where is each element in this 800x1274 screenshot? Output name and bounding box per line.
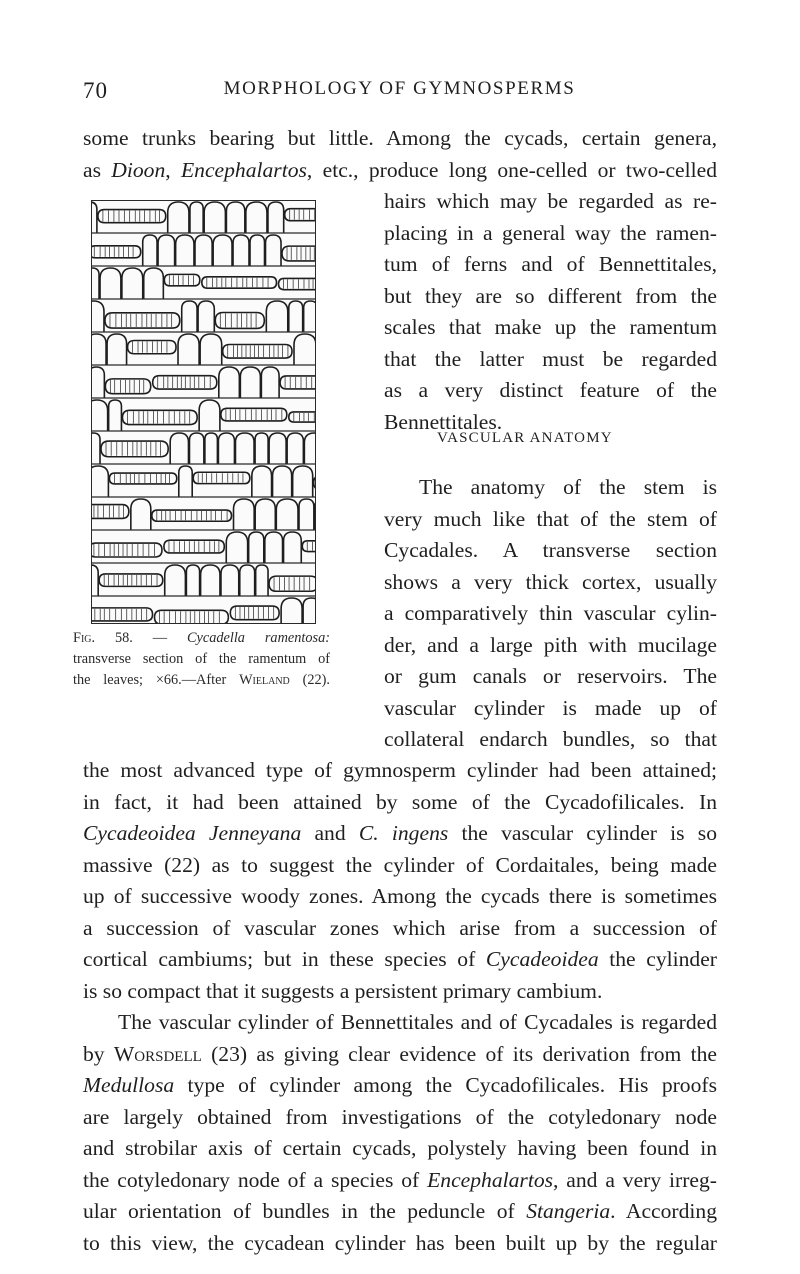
hair-cell <box>109 400 122 431</box>
text-line: in fact, it had been attained by some of the Cycadofilicales. In <box>83 789 717 814</box>
hair-cell <box>303 598 315 623</box>
caption-line: the leaves; ×66.—After Wieland (22). <box>73 672 331 688</box>
hair-cell <box>122 268 143 299</box>
hair-cell <box>109 473 176 484</box>
ramentum-cell-drawing <box>92 201 315 623</box>
genus-name: Dioon <box>111 157 166 182</box>
text-line: The vascular cylinder of Bennettitales and of Cycadales is regarded <box>118 1010 717 1034</box>
hair-cell <box>199 400 220 431</box>
text-line: hairs which may be regarded as re- <box>384 189 717 213</box>
hair-cell <box>92 433 100 464</box>
page-header <box>83 78 716 110</box>
hair-cell <box>250 235 265 266</box>
hair-cell <box>302 541 315 552</box>
hair-cell <box>178 334 199 365</box>
text-line: Medullosa type of cylinder among the Cycadofilicales. His proofs <box>83 1073 717 1097</box>
hair-cell <box>143 235 157 266</box>
hair-cell <box>189 433 203 464</box>
hair-cell <box>289 301 303 332</box>
hair-cell <box>92 400 108 431</box>
hair-cell <box>234 499 255 530</box>
text-line: the most advanced type of gymnosperm cylinder had been attained; <box>83 758 717 782</box>
text-line: scales that make up the ramentum <box>384 315 717 339</box>
text-line: cortical cambiums; but in these species of Cycadeoidea the cylinder <box>83 947 717 971</box>
hair-cell <box>256 565 268 596</box>
hair-cell <box>221 408 287 421</box>
main-text <box>83 755 717 1259</box>
hair-cell <box>190 202 203 233</box>
text-line: some trunks bearing but little. Among the cycads, certain genera, <box>83 126 717 150</box>
hair-cell <box>246 202 267 233</box>
hair-cell <box>255 433 268 464</box>
hair-cell <box>198 301 214 332</box>
right-column-para-1 <box>384 186 717 438</box>
text-line: tum of ferns and of Bennettitales, <box>384 252 717 276</box>
hair-cell <box>170 433 188 464</box>
hair-cell <box>92 608 153 621</box>
intro-text <box>83 123 717 186</box>
hair-cell <box>186 565 199 596</box>
hair-cell <box>314 475 315 489</box>
hair-cell <box>92 466 108 497</box>
hair-cell <box>289 412 315 422</box>
hair-cell <box>202 277 277 288</box>
hair-cell <box>205 433 218 464</box>
hair-cell <box>269 576 315 591</box>
text-line: very much like that of the stem of <box>384 506 717 531</box>
hair-cell <box>218 433 234 464</box>
text-line: der, and a large pith with mucilage <box>384 632 717 657</box>
caption-line: Fig. 58. — Cycadella ramentosa: <box>73 630 330 646</box>
hair-cell <box>92 565 98 596</box>
hair-cell <box>287 433 303 464</box>
hair-cell <box>195 235 212 266</box>
text-line: but they are so different from the <box>384 283 717 308</box>
hair-cell <box>235 433 254 464</box>
hair-cell <box>201 565 220 596</box>
hair-cell <box>284 532 302 563</box>
hair-cell <box>304 301 315 332</box>
hair-cell <box>230 606 279 620</box>
hair-cell <box>92 334 106 365</box>
text-line: a succession of vascular zones which arise from a succession of <box>83 915 717 940</box>
text-line: by Worsdell (23) as giving clear evidence of its derivation from the <box>83 1041 717 1066</box>
text-line: is so compact that it suggests a persistent primary cambium. <box>83 978 603 1003</box>
hair-cell <box>304 433 315 464</box>
hair-cell <box>200 334 222 365</box>
text-line: up of successive woody zones. Among the cycads there is sometimes <box>83 884 717 908</box>
text-line: that the latter must be regarded <box>384 346 717 371</box>
text-line: or gum canals or reservoirs. The <box>384 664 717 688</box>
text-line: shows a very thick cortex, usually <box>384 569 717 594</box>
page-number: 70 <box>83 78 108 103</box>
running-title: MORPHOLOGY OF GYMNOSPERMS <box>223 78 576 99</box>
hair-cell <box>281 598 302 623</box>
hair-cell <box>240 565 255 596</box>
hair-cell <box>179 466 192 497</box>
hair-cell <box>221 565 239 596</box>
hair-cell <box>168 202 189 233</box>
hair-cell <box>223 344 292 358</box>
hair-cell <box>294 334 315 365</box>
hair-cell <box>193 472 250 483</box>
figure-58-illustration <box>91 200 316 624</box>
hair-cell <box>213 235 232 266</box>
hair-cell <box>261 367 279 398</box>
hair-cell <box>269 433 286 464</box>
hair-cell <box>204 202 225 233</box>
section-heading: VASCULAR ANATOMY <box>437 430 613 446</box>
hair-cell <box>158 235 175 266</box>
text-line: vascular cylinder is made up of <box>384 695 717 720</box>
hair-cell <box>266 235 282 266</box>
text-line: the cotyledonary node of a species of Encephalartos, and a very irreg- <box>83 1167 717 1192</box>
text-line: Cycadeoidea Jenneyana and C. ingens the vascular cylinder is so <box>83 821 717 845</box>
hair-cell <box>144 268 164 299</box>
hair-cell <box>273 466 292 497</box>
hair-cell <box>249 532 264 563</box>
text-line: placing in a general way the ramen- <box>384 220 717 245</box>
hair-cell <box>266 301 287 332</box>
right-column-para-2 <box>384 472 717 756</box>
hair-cell <box>255 499 275 530</box>
text-line: ular orientation of bundles in the peduncle of Stangeria. According <box>83 1199 717 1223</box>
hair-cell <box>215 312 264 328</box>
text-line: as a very distinct feature of the <box>384 378 717 402</box>
hair-cell <box>128 340 176 353</box>
hair-cell <box>100 268 121 299</box>
text-line: Cycadales. A transverse section <box>384 538 717 562</box>
hair-cell <box>176 235 194 266</box>
text-line: a comparatively thin vascular cylin- <box>384 601 717 625</box>
hair-cell <box>155 610 229 623</box>
text-line: as Dioon, Encephalartos, etc., produce long one-celled or two-celled <box>83 157 718 182</box>
hair-cell <box>226 532 247 563</box>
text-line: and strobilar axis of certain cycads, polystely having been found in <box>83 1136 717 1160</box>
figure-caption <box>73 628 330 691</box>
text-line: are largely obtained from investigations of the cotyledonary node <box>83 1104 717 1129</box>
hair-cell <box>165 565 186 596</box>
hair-cell <box>240 367 260 398</box>
hair-cell <box>293 466 313 497</box>
hair-cell <box>233 235 249 266</box>
hair-cell <box>252 466 272 497</box>
text-line: to this view, the cycadean cylinder has been built up by the regular <box>83 1230 717 1255</box>
hair-cell <box>219 367 240 398</box>
text-line: massive (22) as to suggest the cylinder of Cordaitales, being made <box>83 852 717 877</box>
hair-cell <box>153 376 217 389</box>
text-line: Bennettitales. <box>384 409 503 434</box>
hair-cell <box>182 301 197 332</box>
caption-line: transverse section of the ramentum of <box>73 651 330 667</box>
hair-cell <box>92 268 99 299</box>
hair-cell <box>226 202 244 233</box>
hair-cell <box>299 499 314 530</box>
hair-cell <box>276 499 298 530</box>
hair-cell <box>107 334 127 365</box>
hair-cell <box>92 202 97 233</box>
text-line: The anatomy of the stem is <box>419 475 717 499</box>
hair-cell <box>92 301 104 332</box>
hair-cell <box>268 202 284 233</box>
text-line: collateral endarch bundles, so that <box>384 727 717 751</box>
genus-name: Encephalartos <box>180 157 307 182</box>
hair-cell <box>285 209 315 221</box>
hair-cell <box>279 278 315 289</box>
hair-cell <box>92 367 104 398</box>
hair-cell <box>131 499 151 530</box>
hair-cell <box>265 532 283 563</box>
